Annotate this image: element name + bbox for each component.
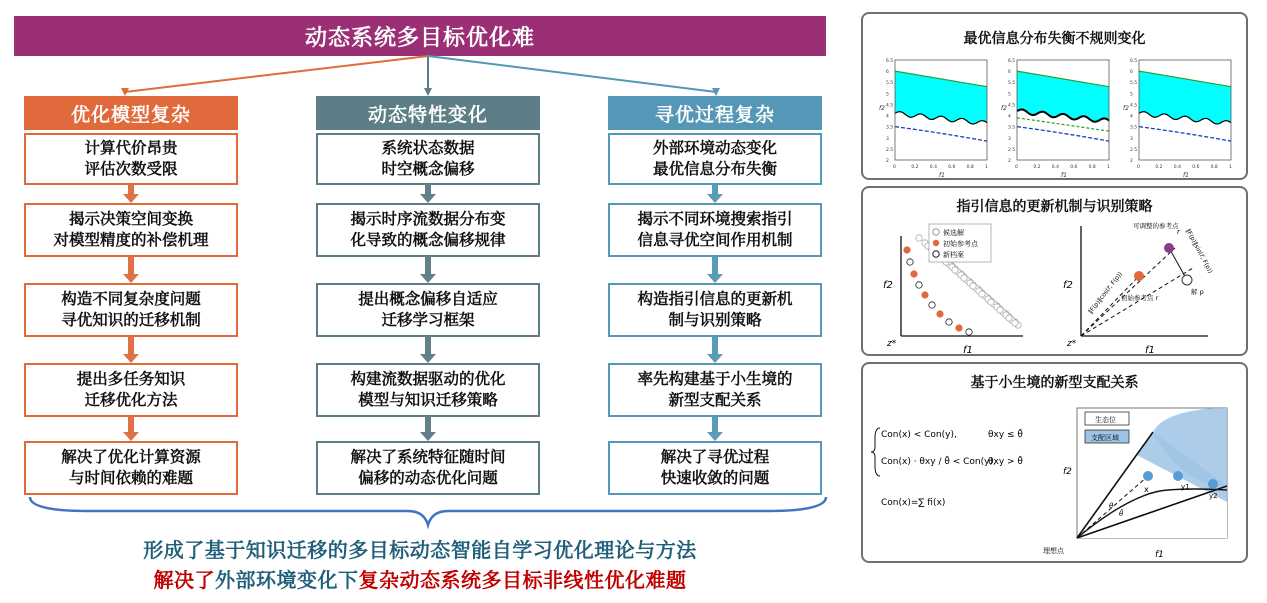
svg-text:f1: f1 [1061,172,1067,179]
column-1-arrow-2 [122,257,140,283]
svg-text:6: 6 [1130,70,1133,76]
p1-plot-3 [1123,58,1232,179]
p3-label-x: x [1144,485,1149,494]
panel1-title: 最优信息分布失衡不规则变化 [963,31,1146,47]
svg-text:4.5: 4.5 [1008,103,1016,109]
p3-formula1: Con(x) < Con(y), [881,430,957,440]
p2-dot [907,259,913,265]
legend-candidate-icon [933,229,939,235]
svg-text:0.2: 0.2 [911,165,919,170]
svg-text:5: 5 [1008,92,1011,98]
p2-dot [937,311,943,317]
column-3-box-1: 外部环境动态变化 最优信息分布失衡 [608,133,822,185]
p3-curly-brace [871,428,880,476]
column-3-arrow-2 [706,257,724,283]
svg-text:0.2: 0.2 [1033,165,1041,170]
svg-text:6: 6 [1008,70,1011,76]
svg-text:4.5: 4.5 [1130,103,1138,109]
column-2-box-3: 提出概念偏移自适应 迁移学习框架 [316,283,540,337]
p3-label-theta-bar: θ̄ [1119,510,1124,518]
svg-text:4.5: 4.5 [886,103,894,109]
svg-text:3.5: 3.5 [886,125,894,131]
legend-initref: 初始参考点 [943,240,978,248]
column-2-box-1: 系统状态数据 时空概念偏移 [316,133,540,185]
p2-solution-point [1182,275,1192,285]
svg-text:f2: f2 [1123,105,1129,112]
svg-text:0.6: 0.6 [1192,165,1200,170]
p2-dot [1006,315,1012,321]
svg-text:4: 4 [886,114,889,120]
p2-ray-top [1081,248,1175,336]
p3-point-y1 [1173,471,1183,481]
svg-text:0.8: 0.8 [1088,165,1096,170]
p2-dot [961,275,967,281]
column-header-2: 动态特性变化 [316,96,540,130]
p2-label-init: 初始参考点 r [1121,294,1159,302]
p3-point-x [1143,471,1153,481]
p2-dot [997,307,1003,313]
conclusion-line2-c: 复杂动态系统多目标非线性优化难题 [358,568,687,592]
column-2-box-5: 解决了系统特征随时间 偏移的动态优化问题 [316,441,540,495]
p2-right-ylabel: f2 [1063,280,1073,291]
p3-origin: 理想点 [1043,547,1064,555]
column-2-arrow-1 [419,185,437,203]
panel3-diagram [863,392,1246,562]
column-1-arrow-3 [122,337,140,363]
p2-dot [956,325,962,331]
banner-connectors [0,0,840,100]
svg-text:0: 0 [893,165,896,170]
legend-archive-icon [933,251,939,257]
svg-text:3.5: 3.5 [1130,125,1138,131]
p2-right-xlabel: f1 [1145,345,1155,356]
column-1-box-2: 揭示决策空间变换 对模型精度的补偿机理 [24,203,238,257]
svg-text:6.5: 6.5 [886,59,894,64]
column-3-arrow-1 [706,185,724,203]
p2-dot [979,291,985,297]
column-2-arrow-4 [419,417,437,441]
p1-plot-1 [879,58,988,179]
svg-text:0.4: 0.4 [1051,165,1059,170]
svg-text:f2: f2 [879,105,885,112]
column-2-arrow-3 [419,337,437,363]
column-2-box-4: 构建流数据驱动的优化 模型与知识迁移策略 [316,363,540,417]
p2-right-origin: z* [1067,339,1077,349]
svg-text:1: 1 [985,165,988,170]
svg-text:f1: f1 [1183,172,1189,179]
p2-dot [1012,320,1018,326]
p3-point-y2 [1208,479,1218,489]
column-3-arrow-3 [706,337,724,363]
p2-label-r: r [1177,228,1180,236]
conclusion-line2 [14,564,826,593]
svg-text:3.5: 3.5 [1008,125,1016,131]
svg-text:5.5: 5.5 [1130,81,1138,87]
legend-archive: 新档案 [943,251,964,259]
p2-adjustable-point [1164,243,1174,253]
svg-text:0.8: 0.8 [1210,165,1218,170]
svg-text:5.5: 5.5 [1008,81,1016,87]
column-3-arrow-4 [706,417,724,441]
svg-text:0: 0 [1137,165,1140,170]
column-1-box-3: 构造不同复杂度问题 寻优知识的迁移机制 [24,283,238,337]
svg-text:5: 5 [1130,92,1133,98]
p3-formula2: Con(x) · θxy / θ̄ < Con(y), [881,457,996,467]
column-2-box-2: 揭示时序流数据分布变 化导致的概念偏移规律 [316,203,540,257]
svg-text:3: 3 [886,136,889,142]
p3-formula3: Con(x)=∑ fi(x) [881,498,946,508]
column-1-arrow-4 [122,417,140,441]
p3-legend-niche-label: 生态位 [1095,416,1116,424]
panel2-diagrams [863,218,1246,356]
p3-legend-dominate-label: 支配区域 [1091,434,1119,442]
p2-left-origin: z* [887,339,897,349]
p3-xlabel: f1 [1155,550,1164,560]
p2-dot [966,329,972,335]
svg-text:6.5: 6.5 [1130,59,1138,64]
svg-text:2: 2 [886,159,889,164]
column-1-box-5: 解决了优化计算资源 与时间依赖的难题 [24,441,238,495]
svg-text:2.5: 2.5 [886,147,894,153]
column-1-box-4: 提出多任务知识 迁移优化方法 [24,363,238,417]
svg-text:3: 3 [1008,136,1011,142]
p2-dot [952,267,958,273]
svg-text:2.5: 2.5 [1130,147,1138,153]
p3-label-y2: y2 [1209,492,1218,500]
svg-text:5: 5 [886,92,889,98]
column-2-arrow-2 [419,257,437,283]
svg-text:4: 4 [1008,114,1011,120]
p2-label-adjustable: 可调整的参考点 [1133,222,1179,230]
p2-label-sol: 解 p [1191,288,1204,296]
p2-label-cos: ‖F(p)‖cos(r⃗, F(p)) [1087,270,1124,316]
svg-text:0.6: 0.6 [1070,165,1078,170]
svg-text:f1: f1 [939,172,945,179]
p2-dot [946,319,952,325]
panel-niche [861,362,1248,563]
p2-dot [916,235,922,241]
svg-text:0.4: 0.4 [1173,165,1181,170]
svg-text:0.8: 0.8 [966,165,974,170]
svg-text:3: 3 [1130,136,1133,142]
column-header-1: 优化模型复杂 [24,96,238,130]
svg-text:1: 1 [1107,165,1110,170]
svg-text:0: 0 [1015,165,1018,170]
column-1-box-1: 计算代价昂贵 评估次数受限 [24,133,238,185]
svg-text:0.6: 0.6 [948,165,956,170]
p3-ylabel: f2 [1063,467,1072,477]
main-banner: 动态系统多目标优化难 [14,16,826,56]
svg-text:2.5: 2.5 [1008,147,1016,153]
svg-text:6.5: 6.5 [1008,59,1016,64]
svg-text:6: 6 [886,70,889,76]
panel2-title: 指引信息的更新机制与识别策略 [956,199,1153,215]
brace [28,495,828,535]
p2-dot [988,299,994,305]
conclusion-line2-a: 解决了 [153,568,215,592]
p3-label-theta: θ [1109,502,1114,510]
legend-candidate: 候选解 [943,229,964,237]
svg-text:0.2: 0.2 [1155,165,1163,170]
p1-plot-2 [1001,58,1110,179]
panel1-plots [863,54,1246,179]
p2-dot [929,302,935,308]
column-3-box-5: 解决了寻优过程 快速收敛的问题 [608,441,822,495]
p2-init-ref-point [1134,271,1144,281]
column-3-box-4: 率先构建基于小生境的 新型支配关系 [608,363,822,417]
legend-initref-icon [933,240,939,246]
column-header-3: 寻优过程复杂 [608,96,822,130]
column-1-arrow-1 [122,185,140,203]
svg-text:2: 2 [1130,159,1133,164]
p2-left-ylabel: f2 [883,280,893,291]
svg-text:0.4: 0.4 [929,165,937,170]
panel-guidance [861,186,1248,356]
svg-text:4: 4 [1130,114,1133,120]
p2-dot [904,247,910,253]
svg-text:1: 1 [1229,165,1232,170]
panel-distribution [861,12,1248,180]
svg-text:f2: f2 [1001,105,1007,112]
p2-left-xlabel: f1 [963,345,973,356]
column-3-box-2: 揭示不同环境搜索指引 信息寻优空间作用机制 [608,203,822,257]
p2-label-top: ‖F(p)‖sin(r⃗, F(p)) [1184,227,1214,275]
p2-dot [916,282,922,288]
p2-dot [970,283,976,289]
p2-dot [911,271,917,277]
p3-formula1-cond: θxy ≤ θ̄ [988,430,1023,440]
p3-formula2-cond: θxy > θ̄ [988,457,1023,467]
svg-text:5.5: 5.5 [886,81,894,87]
p2-dot [922,292,928,298]
conclusion-line1: 形成了基于知识迁移的多目标动态智能自学习优化理论与方法 [143,538,697,562]
conclusion-line2-b: 外部环境变化下 [215,568,359,592]
panel3-title: 基于小生境的新型支配关系 [970,375,1139,391]
column-3-box-3: 构造指引信息的更新机 制与识别策略 [608,283,822,337]
p3-label-y1: y1 [1181,483,1190,491]
svg-text:2: 2 [1008,159,1011,164]
